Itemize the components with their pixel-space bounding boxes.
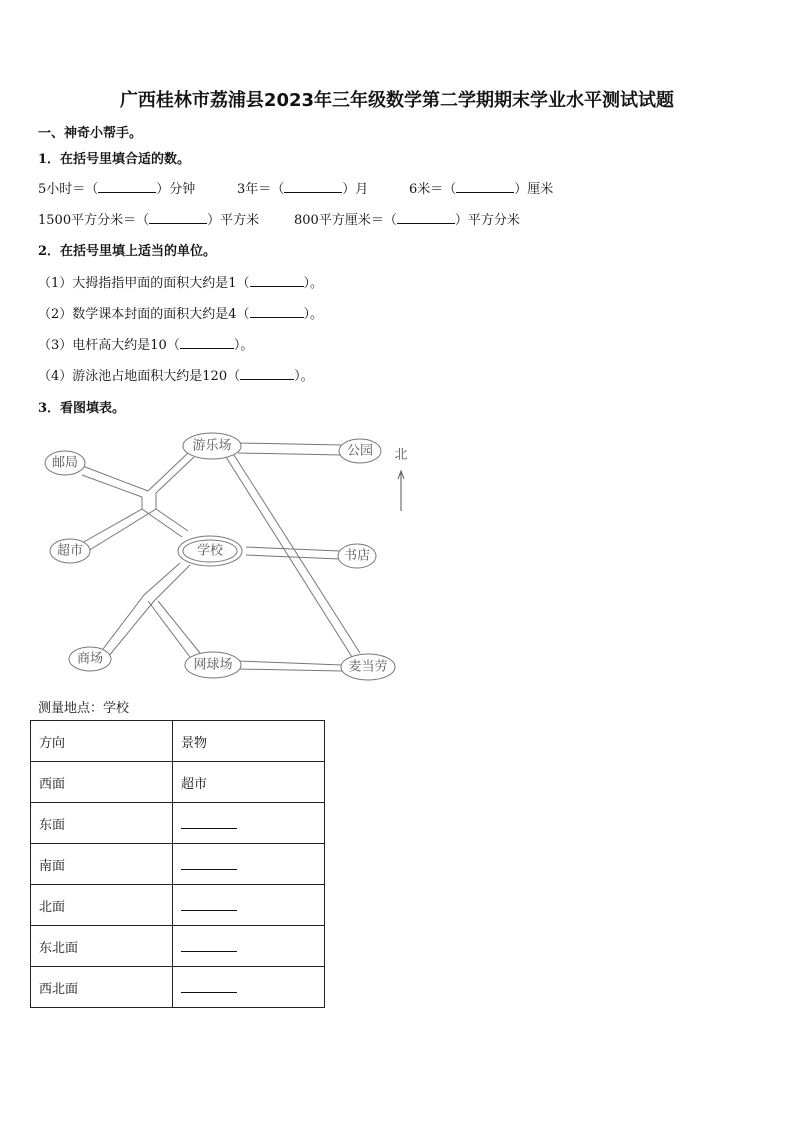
place-label: 商场 bbox=[76, 651, 104, 667]
place-cell bbox=[173, 885, 325, 926]
page-title: 广西桂林市荔浦县2023年三年级数学第二学期期末学业水平测试试题 bbox=[119, 90, 675, 111]
place-cell bbox=[173, 967, 325, 1008]
question-1-stem: 1．在括号里填合适的数。 bbox=[38, 152, 191, 167]
place-cell: 超市 bbox=[173, 762, 325, 803]
answer-blank[interactable] bbox=[250, 274, 304, 287]
road-amusement-park bbox=[148, 453, 188, 491]
road-park bbox=[238, 443, 342, 445]
q2-item-4 bbox=[38, 365, 314, 384]
answer-blank[interactable] bbox=[397, 211, 455, 224]
question-3-stem: 3．看图填表。 bbox=[38, 401, 126, 416]
answer-blank[interactable] bbox=[250, 305, 304, 318]
q2-item-suffix: ）。 bbox=[233, 338, 254, 353]
q1-item-months bbox=[237, 178, 368, 197]
q2-item-3 bbox=[38, 334, 253, 353]
answer-blank[interactable] bbox=[240, 367, 294, 380]
place-label: 游乐场 bbox=[192, 438, 232, 454]
table-row bbox=[31, 967, 325, 1008]
measure-point-label: 测量地点：学校 bbox=[38, 701, 130, 716]
place-cell bbox=[173, 803, 325, 844]
answer-blank[interactable] bbox=[181, 978, 237, 993]
q2-item-2 bbox=[38, 303, 323, 322]
q2-item-prefix: （2）数学课本封面的面积大约是4（ bbox=[38, 307, 250, 322]
table-row bbox=[31, 926, 325, 967]
q2-item-suffix: ）。 bbox=[303, 307, 324, 322]
direction-cell: 北面 bbox=[31, 885, 173, 926]
q1-item-square-decimeters bbox=[294, 209, 520, 228]
table-header-cell: 方向 bbox=[31, 721, 173, 762]
answer-blank[interactable] bbox=[456, 180, 514, 193]
q1-item-suffix: ）厘米 bbox=[514, 182, 554, 197]
q2-item-suffix: ）。 bbox=[294, 369, 314, 384]
q2-item-prefix: （4）游泳池占地面积大约是120（ bbox=[38, 369, 241, 384]
direction-cell: 东面 bbox=[31, 803, 173, 844]
direction-cell: 南面 bbox=[31, 844, 173, 885]
north-label: 北 bbox=[394, 447, 408, 463]
answer-blank[interactable] bbox=[181, 855, 237, 870]
q1-item-prefix: 5小时＝（ bbox=[38, 182, 99, 197]
place-label: 超市 bbox=[56, 543, 84, 559]
q1-item-minutes bbox=[38, 178, 195, 197]
q2-item-prefix: （3）电杆高大约是10（ bbox=[38, 338, 180, 353]
place-label: 邮局 bbox=[51, 455, 79, 471]
direction-table bbox=[30, 720, 325, 1008]
direction-cell: 西北面 bbox=[31, 967, 173, 1008]
place-cell bbox=[173, 844, 325, 885]
table-header-cell: 景物 bbox=[173, 721, 325, 762]
q1-item-prefix: 1500平方分米＝（ bbox=[38, 213, 150, 228]
map-diagram bbox=[30, 425, 420, 685]
q2-item-1 bbox=[38, 272, 323, 291]
table-row bbox=[31, 762, 325, 803]
north-arrow-icon bbox=[398, 471, 404, 511]
answer-blank[interactable] bbox=[98, 180, 156, 193]
place-label: 公园 bbox=[346, 443, 374, 459]
place-label: 麦当劳 bbox=[348, 659, 388, 675]
direction-cell: 东北面 bbox=[31, 926, 173, 967]
table-row bbox=[31, 844, 325, 885]
answer-blank[interactable] bbox=[181, 937, 237, 952]
table-header-row bbox=[31, 721, 325, 762]
answer-blank[interactable] bbox=[180, 336, 234, 349]
q2-item-prefix: （1）大拇指指甲面的面积大约是1（ bbox=[38, 276, 250, 291]
answer-blank[interactable] bbox=[284, 180, 342, 193]
section-heading: 一、神奇小帮手。 bbox=[38, 126, 143, 141]
q1-item-centimeters bbox=[409, 178, 553, 197]
direction-cell: 西面 bbox=[31, 762, 173, 803]
road-tennis bbox=[148, 601, 190, 657]
q1-item-suffix: ）月 bbox=[342, 182, 369, 197]
q1-item-suffix: ）分钟 bbox=[156, 182, 196, 197]
q1-item-suffix: ）平方米 bbox=[207, 213, 260, 228]
q2-item-suffix: ）。 bbox=[303, 276, 324, 291]
answer-blank[interactable] bbox=[181, 896, 237, 911]
table-row bbox=[31, 885, 325, 926]
q1-item-prefix: 6米＝（ bbox=[409, 182, 457, 197]
place-label: 网球场 bbox=[193, 657, 233, 673]
q1-item-prefix: 800平方厘米＝（ bbox=[294, 213, 397, 228]
question-2-stem: 2．在括号里填上适当的单位。 bbox=[38, 244, 217, 259]
q1-item-square-meters bbox=[38, 209, 259, 228]
place-cell bbox=[173, 926, 325, 967]
place-label: 书店 bbox=[343, 548, 371, 564]
road-mcdonalds bbox=[238, 661, 342, 665]
road-mall bbox=[100, 563, 180, 653]
place-label: 学校 bbox=[196, 543, 224, 559]
q1-item-suffix: ）平方分米 bbox=[454, 213, 520, 228]
q1-item-prefix: 3年＝（ bbox=[237, 182, 285, 197]
answer-blank[interactable] bbox=[181, 814, 237, 829]
answer-blank[interactable] bbox=[149, 211, 207, 224]
table-row bbox=[31, 803, 325, 844]
